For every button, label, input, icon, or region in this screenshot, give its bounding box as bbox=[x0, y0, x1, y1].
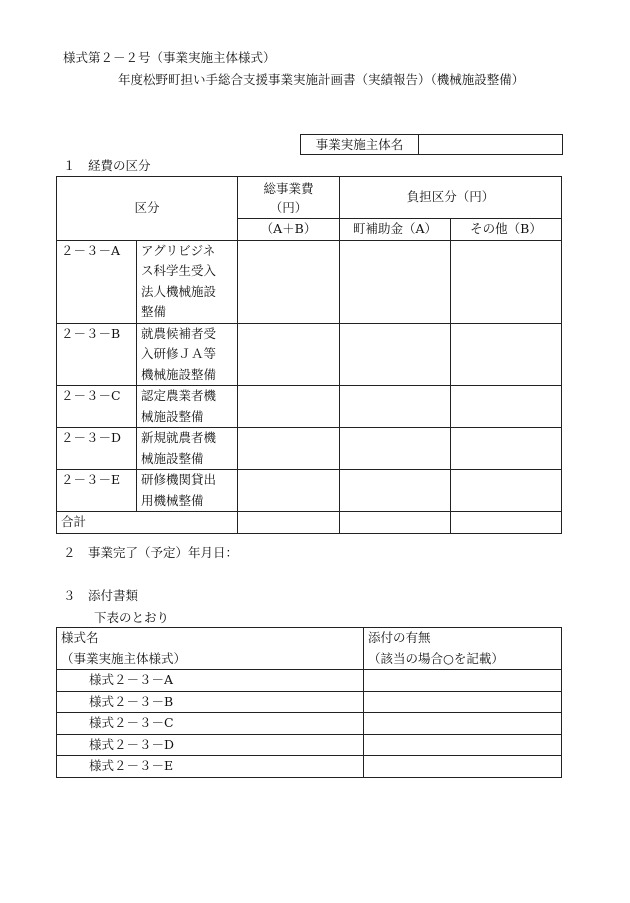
entity-label: 事業実施主体名 bbox=[301, 135, 419, 155]
row-other-cell[interactable] bbox=[451, 240, 562, 323]
attach-row bbox=[57, 691, 562, 713]
attach-presence-cell[interactable] bbox=[364, 713, 562, 735]
row-name: アグリビジネ ス科学生受入 法人機械施設 整備 bbox=[137, 240, 238, 323]
header-subsidy: 町補助金（A） bbox=[340, 219, 451, 241]
attach-presence-cell[interactable] bbox=[364, 756, 562, 778]
attach-row bbox=[57, 756, 562, 778]
row-total-cell[interactable] bbox=[238, 240, 340, 323]
row-code: ２－３－B bbox=[57, 323, 137, 386]
cost-row bbox=[57, 428, 562, 470]
attach-form-name: 様式２－３－B bbox=[57, 691, 364, 713]
row-name: 新規就農者機 械施設整備 bbox=[137, 428, 238, 470]
row-subsidy-cell[interactable] bbox=[340, 323, 451, 386]
attach-form-name: 様式２－３－E bbox=[57, 756, 364, 778]
row-name: 研修機関貸出 用機械整備 bbox=[137, 470, 238, 512]
row-subsidy-cell[interactable] bbox=[340, 240, 451, 323]
section2-completion-date: ２ 事業完了（予定）年月日： bbox=[63, 545, 239, 560]
section3-subtext: 下表のとおり bbox=[94, 610, 170, 625]
row-name: 認定農業者機 械施設整備 bbox=[137, 386, 238, 428]
section1-heading: １ 経費の区分 bbox=[63, 158, 151, 173]
row-total-cell[interactable] bbox=[238, 323, 340, 386]
header-burden: 負担区分（円） bbox=[340, 177, 562, 219]
total-sum-cell[interactable] bbox=[238, 512, 340, 534]
cost-row bbox=[57, 470, 562, 512]
attach-form-name: 様式２－３－A bbox=[57, 670, 364, 692]
row-code: ２－３－A bbox=[57, 240, 137, 323]
attach-presence-cell[interactable] bbox=[364, 691, 562, 713]
row-other-cell[interactable] bbox=[451, 323, 562, 386]
row-subsidy-cell[interactable] bbox=[340, 428, 451, 470]
form-number: 様式第２－２号（事業実施主体様式） bbox=[63, 50, 276, 65]
row-code: ２－３－E bbox=[57, 470, 137, 512]
section3-heading: ３ 添付書類 bbox=[63, 588, 139, 603]
row-name: 就農候補者受 入研修ＪＡ等 機械施設整備 bbox=[137, 323, 238, 386]
header-total-sub: （A＋B） bbox=[238, 219, 340, 241]
row-other-cell[interactable] bbox=[451, 428, 562, 470]
page-title: 年度松野町担い手総合支援事業実施計画書（実績報告）（機械施設整備） bbox=[118, 72, 525, 87]
attach-form-name: 様式２－３－D bbox=[57, 734, 364, 756]
cost-row bbox=[57, 386, 562, 428]
entity-box bbox=[300, 134, 563, 155]
header-other: その他（B） bbox=[451, 219, 562, 241]
entity-value-field[interactable] bbox=[419, 135, 563, 155]
total-label: 合計 bbox=[57, 512, 238, 534]
attach-row bbox=[57, 734, 562, 756]
attach-row bbox=[57, 670, 562, 692]
row-code: ２－３－C bbox=[57, 386, 137, 428]
attachments-table bbox=[56, 627, 562, 778]
row-total-cell[interactable] bbox=[238, 386, 340, 428]
row-subsidy-cell[interactable] bbox=[340, 386, 451, 428]
header-total: 総事業費 （円） bbox=[238, 177, 340, 219]
attach-row bbox=[57, 713, 562, 735]
cost-row bbox=[57, 323, 562, 386]
attach-presence-cell[interactable] bbox=[364, 734, 562, 756]
row-code: ２－３－D bbox=[57, 428, 137, 470]
cost-table bbox=[56, 176, 562, 534]
total-subsidy-cell[interactable] bbox=[340, 512, 451, 534]
attach-form-name: 様式２－３－C bbox=[57, 713, 364, 735]
row-total-cell[interactable] bbox=[238, 470, 340, 512]
attach-header-form: 様式名 （事業実施主体様式） bbox=[57, 628, 364, 670]
header-kubun: 区分 bbox=[57, 177, 238, 241]
cost-row bbox=[57, 240, 562, 323]
total-other-cell[interactable] bbox=[451, 512, 562, 534]
attach-presence-cell[interactable] bbox=[364, 670, 562, 692]
row-total-cell[interactable] bbox=[238, 428, 340, 470]
row-other-cell[interactable] bbox=[451, 470, 562, 512]
row-subsidy-cell[interactable] bbox=[340, 470, 451, 512]
attach-header-presence: 添付の有無 （該当の場合○を記載） bbox=[364, 628, 562, 670]
row-other-cell[interactable] bbox=[451, 386, 562, 428]
